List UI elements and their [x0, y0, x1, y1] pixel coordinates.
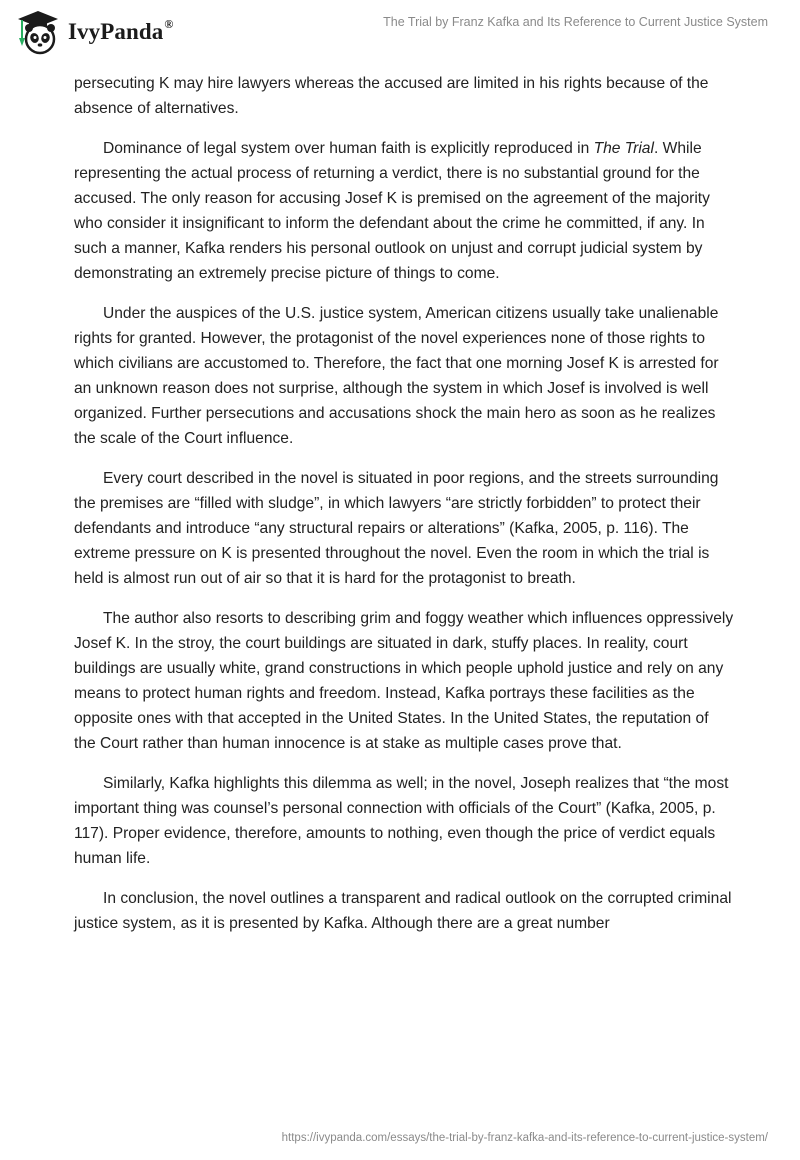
- paragraph-text: . While representing the actual process of returning a verdict, there is no substantial ground for the accused. The only reason for accusing Josef K is premised on the agreement of the majority who consider it insignificant to inform the defendant about the crime he committed, if any. In such a manner, Kafka renders his personal outlook on unjust and corrupt judicial system by demonstrating an extremely precise picture of things to come.: [74, 140, 710, 282]
- paragraph: In conclusion, the novel outlines a transparent and radical outlook on the corrupted criminal justice system, as it is presented by Kafka. Although there are a great number: [74, 890, 732, 932]
- brand-name-text: IvyPanda: [68, 19, 164, 44]
- brand-name: [68, 19, 173, 45]
- paragraph-continued: persecuting K may hire lawyers whereas the accused are limited in his rights because of the absence of alternatives.: [74, 75, 709, 117]
- book-title-italic: The Trial: [593, 140, 654, 157]
- source-url[interactable]: https://ivypanda.com/essays/the-trial-by-franz-kafka-and-its-reference-to-current-justice-system/: [281, 1132, 768, 1144]
- paragraph: Under the auspices of the U.S. justice system, American citizens usually take unalienable rights for granted. However, the protagonist of the novel experiences none of those rights to which civilians are accustomed to. Therefore, the fact that one morning Josef K is arrested for an unknown reason does not surprise, although the system in which Josef is involved is well organized. Further persecutions and accusations shock the main hero as soon as he realizes the scale of the Court influence.: [74, 305, 719, 447]
- registered-mark: ®: [164, 17, 174, 32]
- paragraph-text: Dominance of legal system over human faith is explicitly reproduced in: [103, 140, 594, 157]
- brand-logo[interactable]: [14, 8, 173, 56]
- page-header: [0, 0, 800, 66]
- panda-graduate-icon: [14, 8, 62, 56]
- paragraph: Every court described in the novel is situated in poor regions, and the streets surrounding the premises are “filled with sludge”, in which lawyers “are strictly forbidden” to protect their defendants and introduce “any structural repairs or alterations” (Kafka, 2005, p. 116). The extreme pressure on K is presented throughout the novel. Even the room in which the trial is held is almost run out of air so that it is hard for the protagonist to breath.: [74, 470, 719, 587]
- paragraph: [74, 136, 734, 286]
- paragraph: The author also resorts to describing grim and foggy weather which influences oppressively Josef K. In the stroy, the court buildings are situated in dark, stuffy places. In reality, court buildings are usually white, grand constructions in which people uphold justice and rely on any means to protect human rights and freedom. Instead, Kafka portrays these facilities as the opposite ones with that accepted in the United States. In the United States, the reputation of the Court rather than human innocence is at stake as multiple cases prove that.: [74, 610, 734, 752]
- essay-body: [74, 71, 734, 951]
- document-title: The Trial by Franz Kafka and Its Reference to Current Justice System: [383, 15, 768, 29]
- paragraph: Similarly, Kafka highlights this dilemma as well; in the novel, Joseph realizes that “the most important thing was counsel’s personal connection with officials of the Court” (Kafka, 2005, p. 117). Proper evidence, therefore, amounts to nothing, even though the price of verdict equals human life.: [74, 775, 729, 867]
